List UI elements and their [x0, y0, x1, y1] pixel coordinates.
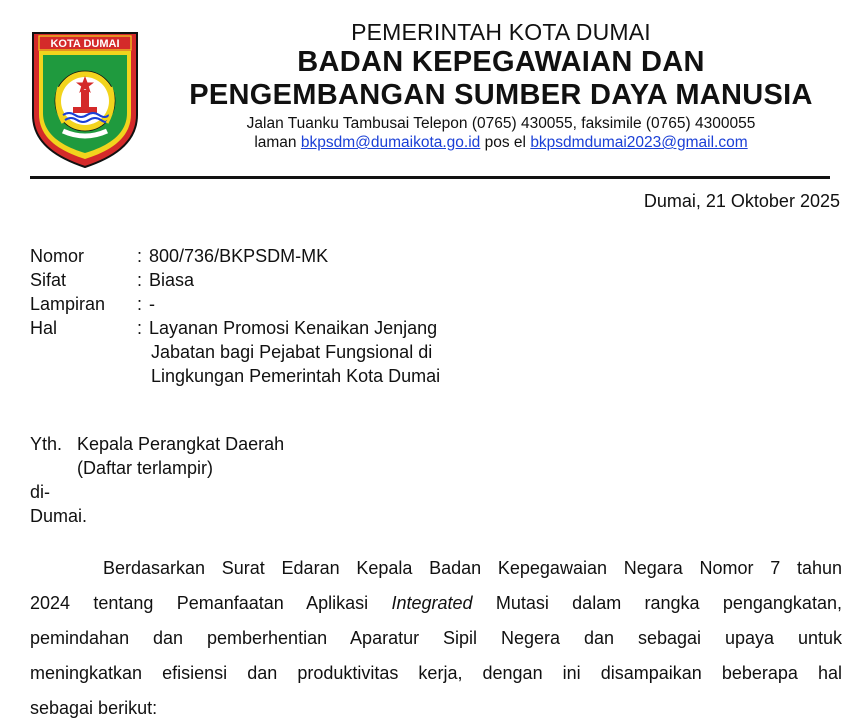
body-line: Berdasarkan Surat Edaran Kepala Badan Kepegawaian Negara Nomor 7 tahun — [103, 558, 842, 578]
addressee-salutation: Yth. — [30, 434, 63, 454]
addressee-block — [30, 432, 284, 528]
addressee-di: di- — [30, 482, 51, 502]
meta-colon: : — [137, 294, 143, 314]
meta-value: - — [149, 294, 155, 314]
logo-text: KOTA DUMAI — [50, 38, 120, 50]
letterhead-government: PEMERINTAH KOTA DUMAI — [351, 19, 651, 45]
kota-dumai-emblem-icon — [29, 27, 141, 169]
meta-value: Biasa — [149, 270, 195, 290]
body-emphasis: Integrated — [391, 593, 473, 613]
meta-nomor — [30, 244, 440, 268]
letter-body — [30, 551, 842, 726]
meta-colon: : — [137, 318, 143, 338]
meta-label: Nomor — [30, 246, 85, 266]
addressee-line — [30, 432, 284, 456]
body-line: meningkatkan efisiensi dan produktivitas kerja, dengan ini disampaikan beberapa hal — [30, 663, 842, 683]
letterhead-agency-line2: PENGEMBANGAN SUMBER DAYA MANUSIA — [189, 79, 813, 111]
body-line: sebagai berikut: — [30, 698, 158, 718]
body-line: pemindahan dan pemberhentian Aparatur Sipil Negera dan sebagai upaya untuk — [30, 628, 842, 648]
meta-label: Sifat — [30, 270, 67, 290]
meta-lampiran — [30, 292, 440, 316]
meta-hal-continuation: Lingkungan Pemerintah Kota Dumai — [151, 366, 441, 386]
letter-date: Dumai, 21 Oktober 2025 — [643, 191, 840, 211]
meta-label: Lampiran — [30, 294, 106, 314]
meta-label: Hal — [30, 318, 58, 338]
meta-colon: : — [137, 270, 143, 290]
email-prefix: pos el — [484, 134, 526, 151]
meta-hal-continuation: Jabatan bagi Pejabat Fungsional di — [151, 342, 433, 362]
body-text: 2024 tentang Pemanfaatan Aplikasi — [30, 593, 369, 613]
meta-value: 800/736/BKPSDM-MK — [149, 246, 329, 266]
meta-hal — [30, 316, 440, 340]
letter-meta — [30, 244, 440, 388]
letterhead-contact — [150, 133, 852, 152]
addressee-note: (Daftar terlampir) — [77, 458, 214, 478]
website-link[interactable]: bkpsdm@dumaikota.go.id — [300, 134, 481, 151]
letterhead-divider — [30, 176, 830, 179]
letterhead-agency-line1: BADAN KEPEGAWAIAN DAN — [297, 46, 705, 78]
letterhead — [150, 18, 852, 152]
meta-sifat — [30, 268, 440, 292]
meta-colon: : — [137, 246, 143, 266]
addressee-place: Dumai. — [30, 506, 88, 526]
body-text: Mutasi dalam rangka pengangkatan, — [495, 593, 842, 613]
email-link[interactable]: bkpsdmdumai2023@gmail.com — [530, 134, 748, 151]
web-prefix: laman — [254, 134, 297, 151]
meta-value: Layanan Promosi Kenaikan Jenjang — [149, 318, 438, 338]
addressee-recipient: Kepala Perangkat Daerah — [77, 434, 285, 454]
body-line — [30, 586, 842, 621]
letterhead-address: Jalan Tuanku Tambusai Telepon (0765) 430055, faksimile (0765) 4300055 — [246, 115, 756, 132]
